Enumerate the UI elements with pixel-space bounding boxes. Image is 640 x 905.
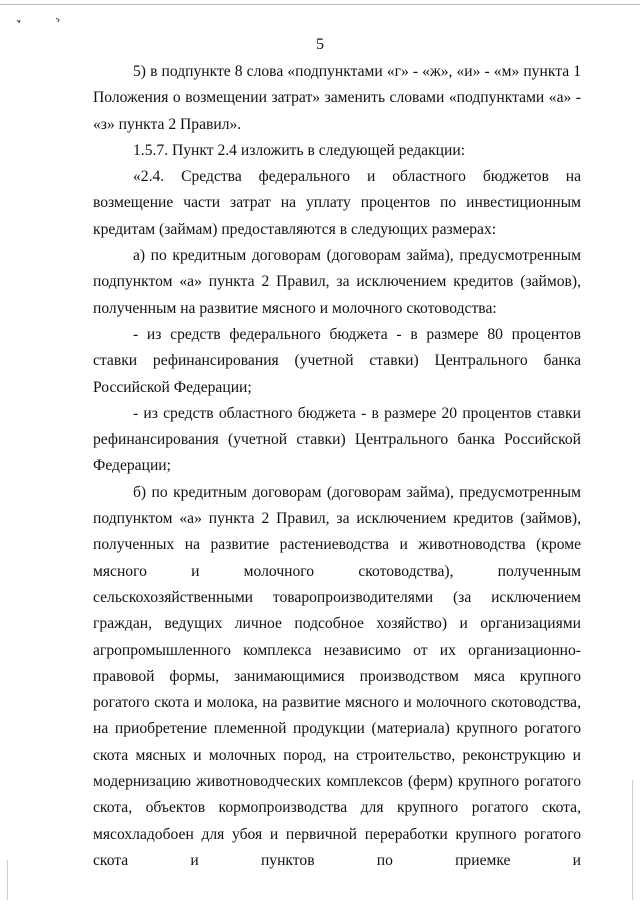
paragraph-regional-budget: - из средств областного бюджета - в размере 20 процентов ставки рефинансирования (учетной ставки) Центрального банка Российской Федерации;: [93, 404, 581, 475]
paragraph-subitem-b: б) по кредитным договорам (договорам займа), предусмотренным подпунктом «а» пункта 2 Правил, за исключением кредитов (займов), полученных на развитие растениеводства и животноводства (кроме мясного и молочного скотоводства), полученным сельскохозяйственными товаропроизводителями (за исключением граждан, ведущих личное подсобное хозяйство) и организациями агропромышленного комплекса независимо от их организационно-правовой формы, занимающимися производством мяса крупного рогатого скота и молока, на развитие мясного и молочного скотоводства, на приобретение племенной продукции (материала) крупного рогатого скота мясных и молочных пород, на строительство, реконструкцию и модернизацию животноводческих комплексов (ферм) крупного рогатого скота, объектов кормопроизводства для крупного рогатого скота, мясохладобоен для убоя и первичной переработки крупного рогатого скота и пунктов по приемке и: [93, 483, 581, 869]
scan-artifact-marks: [14, 16, 74, 26]
scan-top-edge: [0, 4, 640, 5]
scan-left-edge: [7, 860, 8, 900]
page-number: 5: [316, 36, 324, 53]
scan-right-edge: [632, 780, 633, 900]
paragraph-item-2-4: «2.4. Средства федерального и областного бюджетов на возмещение части затрат на уплату процентов по инвестиционным кредитам (займам) предоставляются в следующих размерах:: [93, 168, 581, 238]
paragraph-federal-budget: - из средств федерального бюджета - в размере 80 процентов ставки рефинансирования (учетной ставки) Центрального банка Российской Федерации;: [93, 325, 581, 396]
paragraph-subpoint-5: 5) в подпункте 8 слова «подпунктами «г» - «ж», «и» - «м» пункта 1 Положения о возмещении затрат» заменить словами «подпунктами «а» - «з» пункта 2 Правил».: [93, 63, 581, 133]
paragraph-subitem-a: а) по кредитным договорам (договорам займа), предусмотренным подпунктом «а» пункта 2 Правил, за исключением кредитов (займов), полученным на развитие мясного и молочного скотоводства:: [93, 247, 581, 317]
document-body: [93, 59, 581, 874]
paragraph-item-1-5-7: 1.5.7. Пункт 2.4 изложить в следующей редакции:: [133, 141, 466, 159]
